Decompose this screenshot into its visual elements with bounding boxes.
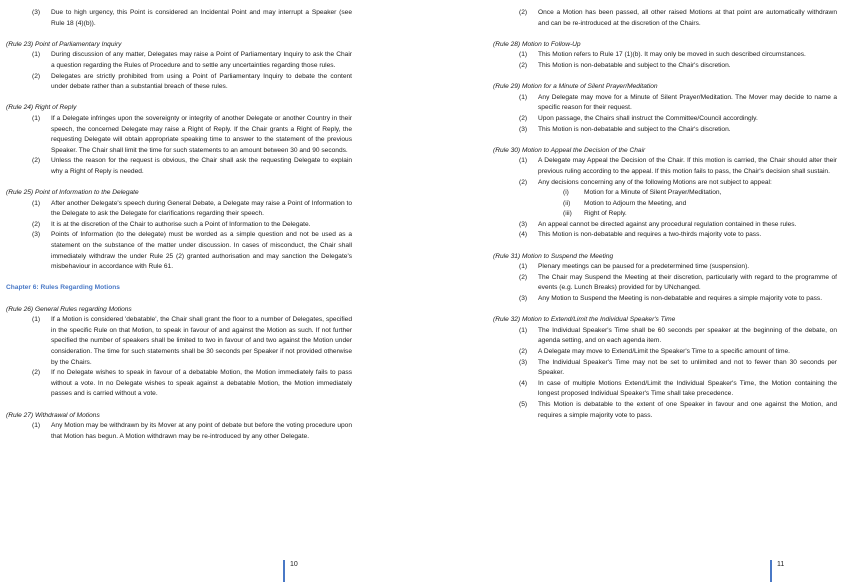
rule-item: (1) Any Motion may be withdrawn by its Mover at any point of debate but before the voting procedure upon that Motion has begun. A Motion withdrawn may be re-introduced by any other Delegate.: [32, 422, 352, 440]
rule-32-heading: (Rule 32) Motion to Extend/Limit the Individual Speaker's Time: [493, 316, 676, 324]
rule-25-heading: (Rule 25) Point of Information to the Delegate: [6, 189, 139, 197]
rule-26-heading: (Rule 26) General Rules regarding Motions: [6, 305, 132, 313]
rule-item: (5) This Motion is debatable to the extent of one Speaker in favour and one against the Motion, and requires a simple majority vote to pass.: [519, 400, 837, 419]
page-number: 11: [770, 560, 784, 582]
rule-item: (3) Due to high urgency, this Point is considered an Incidental Point and may interrupt a Speaker (see Rule 18 (4)(b)).: [32, 9, 352, 27]
rule-item: (2) Unless the reason for the request is obvious, the Chair shall ask the requesting Delegate to explain why a Right of Reply is needed.: [32, 157, 352, 175]
rule-item: (1) During discussion of any matter, Delegates may raise a Point of Parliamentary Inquiry to ask the Chair a question regarding the Rules of Procedure and to settle any uncertainties regarding those rules.: [32, 51, 352, 69]
rule-item: (1) If a Motion is considered 'debatable', the Chair shall grant the floor to a number of Delegates, specified in the specific Rule on that Motion, to speak in favour of and against the Motion as such. If not further specified the number of speakers shall be limited to two in favour of and two against the Motion under consideration. The time for such statements shall be 30 seconds per Speaker if not provided otherwise by the Chairs.: [32, 316, 352, 366]
rule-29-heading: (Rule 29) Motion for a Minute of Silent Prayer/Meditation: [493, 83, 658, 91]
rule-item: (2) It is at the discretion of the Chair to authorise such a Point of Information to the Delegate.: [32, 220, 311, 228]
page-number: 10: [283, 560, 298, 582]
left-column: [6, 8, 352, 442]
rule-subitem: (iii) Right of Reply.: [563, 210, 627, 218]
rule-item: (1) A Delegate may Appeal the Decision of the Chair. If this motion is carried, the Chair should alter their previous ruling according to the appeal. If this motion fails to pass, the Chair's decision shall sustain.: [519, 157, 837, 175]
rule-subitem: (ii) Motion to Adjourn the Meeting, and: [563, 199, 687, 207]
rule-item: (2) The Chair may Suspend the Meeting at their discretion, particularly with regard to the programme of events (e.g. Lunch Breaks) provided for by UNchanged.: [519, 273, 837, 292]
rule-28-heading: (Rule 28) Motion to Follow-Up: [493, 40, 581, 48]
rule-item: (2) Upon passage, the Chairs shall instruct the Committee/Council accordingly.: [519, 114, 758, 122]
rule-31-heading: (Rule 31) Motion to Suspend the Meeting: [493, 252, 614, 260]
right-column: [493, 8, 837, 421]
rule-item: (1) The Individual Speaker's Time shall be 60 seconds per speaker at the beginning of the debate, on agenda setting, and on each agenda item.: [519, 326, 837, 345]
page-11: [425, 0, 850, 588]
rule-item: (3) Points of Information (to the delegate) must be worded as a simple question and not be used as a statement on the substance of the matter under discussion. In cases of misconduct, the Chair shall immediately withdraw the under Rule 25 (2) granted authorisation and may sanction the Delegate's misbehaviour in accordance with Rule 61.: [32, 231, 352, 271]
rule-item: (1) Any Delegate may move for a Minute of Silent Prayer/Meditation. The Mover may decide to name a specific reason for their request.: [519, 93, 837, 112]
rule-item: (1) This Motion refers to Rule 17 (1)(b). It may only be moved in such described circumstances.: [519, 51, 806, 59]
rule-item: (2) Any decisions concerning any of the following Motions are not subject to appeal:: [519, 178, 772, 186]
rule-item: (3) The Individual Speaker's Time may not be set to unlimited and not to fewer than 30 seconds per Speaker.: [519, 358, 837, 377]
rule-23-heading: (Rule 23) Point of Parliamentary Inquiry: [6, 40, 122, 48]
rule-item: (3) Any Motion to Suspend the Meeting is non-debatable and requires a simple majority vote to pass.: [519, 295, 823, 303]
rule-item: (2) This Motion is non-debatable and subject to the Chair's discretion.: [519, 61, 731, 69]
rule-item: (3) An appeal cannot be directed against any procedural regulation contained in these rules.: [519, 220, 797, 228]
rule-24-heading: (Rule 24) Right of Reply: [6, 104, 77, 112]
rule-item: (1) If a Delegate infringes upon the sovereignty or integrity of another Delegate or another Country in their speech, the concerned Delegate may raise a Right of Reply. If the Chair grants a Right of Reply, the requesting Delegate will obtain appropriate speaking time to answer to the statement of the previous Speaker. The Chair shall limit the time for such statements to an amount between 30 and 90 seconds.: [32, 114, 352, 154]
rule-item: (1) After another Delegate's speech during General Debate, a Delegate may raise a Point of Information to the Delegate to ask the Delegate for clarifications regarding their speech.: [32, 199, 352, 218]
rule-item: (1) Plenary meetings can be paused for a predetermined time (suspension).: [519, 263, 750, 271]
rule-item: (2) If no Delegate wishes to speak in favour of a debatable Motion, the Motion immediately fails to pass without a vote. In no Delegate wishes to speak against a debatable Motion, the Motion immediately passes and is carried without a vote.: [32, 369, 352, 398]
rule-27-heading: (Rule 27) Withdrawal of Motions: [6, 411, 100, 419]
rule-item: (3) This Motion is non-debatable and subject to the Chair's discretion.: [519, 125, 731, 133]
chapter-heading: Chapter 6: Rules Regarding Motions: [6, 284, 120, 292]
rule-item: (2) Delegates are strictly prohibited from using a Point of Parliamentary Inquiry to debate the content under debate rather than a substantial breach of these rules.: [32, 72, 352, 91]
rule-item: (4) This Motion is non-debatable and requires a two-thirds majority vote to pass.: [519, 231, 762, 239]
rule-30-heading: (Rule 30) Motion to Appeal the Decision of the Chair: [493, 146, 646, 154]
rule-item: (2) Once a Motion has been passed, all other raised Motions at that point are automatically withdrawn and can be re-introduced at the discretion of the Chairs.: [519, 9, 837, 27]
rule-item: (4) In case of multiple Motions Extend/Limit the Individual Speaker's Time, the Motion containing the longest proposed Individual Speaker's Time shall take precedence.: [519, 379, 837, 398]
rule-subitem: (i) Motion for a Minute of Silent Prayer/Meditation,: [563, 189, 722, 197]
rule-item: (2) A Delegate may move to Extend/Limit the Speaker's Time to a specific amount of time.: [519, 348, 790, 355]
